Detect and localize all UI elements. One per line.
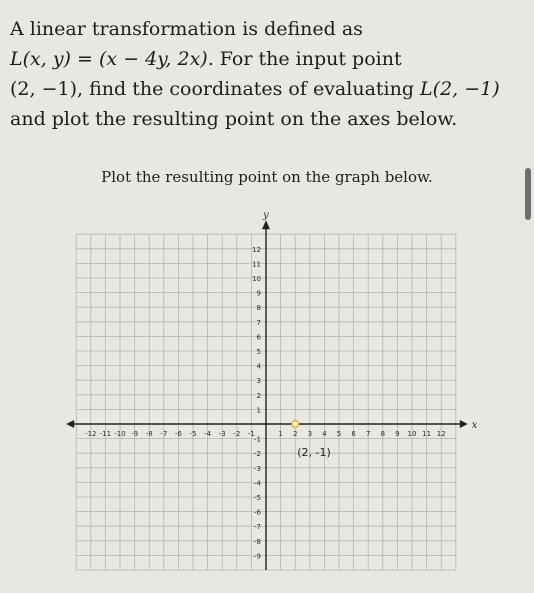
- y-tick-label: 8: [256, 304, 261, 313]
- y-tick-label: -4: [254, 479, 261, 488]
- x-tick-label: -11: [99, 430, 112, 438]
- y-tick-label: -9: [254, 552, 261, 561]
- x-tick-label: -4: [204, 430, 212, 438]
- transformation-formula: L(x, y) = (x − 4y, 2x): [10, 48, 208, 70]
- x-tick-label: 12: [436, 430, 446, 438]
- y-tick-label: 1: [256, 406, 261, 415]
- x-tick-label: -12: [85, 430, 97, 438]
- x-tick-label: 5: [336, 430, 342, 438]
- y-tick-label: 2: [256, 391, 261, 400]
- x-tick-label: 4: [322, 430, 327, 438]
- plotted-point[interactable]: [292, 421, 298, 427]
- x-tick-label: 11: [422, 430, 432, 438]
- x-tick-label: -7: [160, 430, 168, 438]
- x-tick-label: -5: [189, 430, 197, 438]
- plot-instruction: Plot the resulting point on the graph below.: [101, 168, 433, 186]
- x-axis-label: x: [471, 420, 478, 431]
- question-line-4: and plot the resulting point on the axes below.: [10, 108, 458, 130]
- x-axis-arrow-left: [66, 420, 74, 428]
- y-axis-label: y: [263, 210, 269, 222]
- y-tick-label: 10: [252, 275, 261, 283]
- y-tick-label: 3: [256, 377, 261, 386]
- question-line-2: . For the input point: [207, 48, 402, 70]
- x-tick-label: -2: [233, 430, 241, 438]
- question-text: [10, 14, 525, 134]
- x-tick-label: -3: [218, 430, 226, 438]
- point-label: (2, -1): [297, 446, 331, 459]
- y-tick-label: -2: [254, 450, 261, 459]
- y-tick-label: 7: [256, 318, 261, 327]
- x-tick-label: 8: [380, 430, 386, 438]
- x-tick-label: -8: [145, 430, 153, 438]
- y-tick-label: 11: [252, 260, 261, 269]
- x-tick-label: 1: [278, 430, 283, 438]
- x-tick-label: 9: [395, 430, 400, 438]
- y-tick-label: 12: [252, 245, 261, 254]
- x-tick-label: -1: [247, 430, 255, 438]
- y-tick-label: -6: [254, 508, 261, 517]
- x-tick-label: 3: [307, 430, 313, 438]
- y-tick-label: 9: [256, 289, 261, 298]
- x-tick-label: 6: [351, 430, 356, 438]
- x-tick-label: 10: [407, 430, 417, 438]
- y-tick-label: -7: [254, 523, 261, 532]
- y-tick-label: -1: [254, 435, 261, 444]
- y-tick-label: 6: [256, 333, 261, 342]
- y-tick-label: 5: [256, 348, 261, 356]
- question-line-1: A linear transformation is defined as: [10, 18, 363, 40]
- y-tick-label: -8: [254, 537, 261, 546]
- x-axis-arrow-right: [460, 420, 468, 428]
- y-tick-label: -5: [254, 494, 261, 502]
- x-tick-label: -10: [114, 430, 126, 438]
- y-axis-arrow: [262, 220, 270, 229]
- x-tick-label: -9: [131, 430, 139, 438]
- evaluation-expression: L(2, −1): [420, 78, 500, 100]
- input-point: (2, −1): [10, 78, 78, 100]
- y-tick-label: -3: [254, 464, 261, 473]
- coordinate-graph[interactable]: [0, 195, 534, 593]
- question-line-3: , find the coordinates of evaluating: [77, 78, 421, 100]
- x-tick-label: 2: [292, 430, 298, 438]
- x-tick-label: 7: [365, 430, 371, 438]
- y-tick-label: 4: [256, 362, 261, 371]
- x-tick-label: -6: [174, 430, 182, 438]
